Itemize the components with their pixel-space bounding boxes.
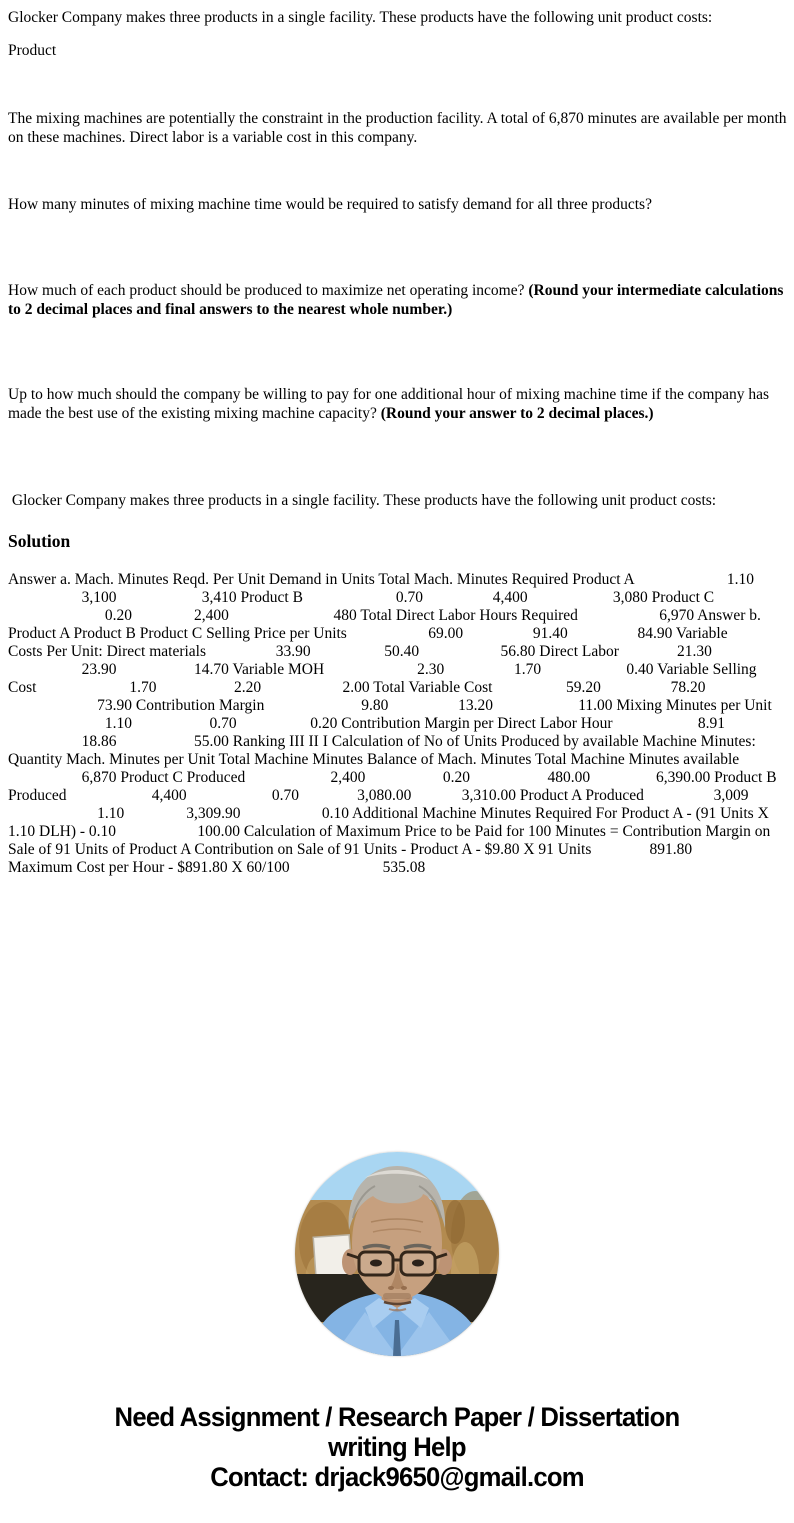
intro-paragraph: Glocker Company makes three products in a single facility. These products have the following unit product costs:	[8, 9, 713, 26]
solution-heading: Solution	[8, 531, 71, 551]
solution-line: Product A Product B Product C Selling Price per Units 69.00 91.40 84.90 Variable	[8, 625, 728, 642]
footer-line-1: Need Assignment / Research Paper / Dissertation	[114, 1402, 680, 1432]
question-2	[8, 282, 788, 319]
question-2-text: How much of each product should be produced to maximize net operating income?	[8, 282, 529, 299]
solution-line: 6,870 Product C Produced 2,400 0.20 480.00 6,390.00 Product B	[8, 769, 777, 786]
tutor-avatar-illustration	[295, 1152, 499, 1356]
solution-line: 1.10 DLH) - 0.10 100.00 Calculation of Maximum Price to be Paid for 100 Minutes = Contribution Margin on	[8, 823, 771, 840]
solution-block	[8, 571, 794, 877]
solution-line: Costs Per Unit: Direct materials 33.90 50.40 56.80 Direct Labor 21.30	[8, 643, 712, 660]
question-3-bold-note: (Round your answer to 2 decimal places.)	[380, 404, 654, 422]
question-1: How many minutes of mixing machine time would be required to satisfy demand for all three products?	[8, 196, 652, 213]
solution-line: 1.10 3,309.90 0.10 Additional Machine Minutes Required For Product A - (91 Units X	[8, 805, 769, 822]
intro-paragraph-repeat: Glocker Company makes three products in a single facility. These products have the following unit product costs:	[8, 492, 717, 509]
solution-line: Answer a. Mach. Minutes Reqd. Per Unit Demand in Units Total Mach. Minutes Required Product A 1.10	[8, 571, 754, 588]
solution-line: 1.10 0.70 0.20 Contribution Margin per Direct Labor Hour 8.91	[8, 715, 725, 732]
tutor-avatar-photo	[295, 1152, 499, 1356]
solution-line: 3,100 3,410 Product B 0.70 4,400 3,080 Product C	[8, 589, 715, 606]
solution-line: 18.86 55.00 Ranking III II I Calculation of No of Units Produced by available Machine Minutes:	[8, 733, 756, 750]
footer-banner	[0, 1402, 794, 1492]
solution-line: Produced 4,400 0.70 3,080.00 3,310.00 Product A Produced 3,009	[8, 787, 749, 804]
footer-text	[20, 1402, 774, 1492]
question-2-bold-note: (Round your intermediate calculations to 2 decimal places and final answers to the nearest whole number.)	[8, 282, 784, 318]
question-3	[8, 386, 788, 423]
solution-line: Cost 1.70 2.20 2.00 Total Variable Cost 59.20 78.20	[8, 679, 706, 696]
solution-line: 73.90 Contribution Margin 9.80 13.20 11.00 Mixing Minutes per Unit	[8, 697, 772, 714]
solution-line: Quantity Mach. Minutes per Unit Total Machine Minutes Balance of Mach. Minutes Total Machine Minutes available	[8, 751, 740, 768]
constraint-paragraph: The mixing machines are potentially the constraint in the production facility. A total of 6,870 minutes are available per month on these machines. Direct labor is a variable cost in this company.	[8, 110, 787, 146]
solution-line: 0.20 2,400 480 Total Direct Labor Hours Required 6,970 Answer b.	[8, 607, 761, 624]
product-label: Product	[8, 42, 57, 59]
footer-contact-email: Contact: drjack9650@gmail.com	[210, 1462, 584, 1492]
solution-line: Sale of 91 Units of Product A Contribution on Sale of 91 Units - Product A - $9.80 X 91 Units 891.80	[8, 841, 693, 858]
footer-line-2: writing Help	[328, 1432, 466, 1462]
solution-line: Maximum Cost per Hour - $891.80 X 60/100 535.08	[8, 859, 426, 876]
question-3-text: Up to how much should the company be willing to pay for one additional hour of mixing machine time if the company has made the best use of the existing mixing machine capacity?	[8, 386, 770, 422]
solution-line: 23.90 14.70 Variable MOH 2.30 1.70 0.40 Variable Selling	[8, 661, 757, 678]
